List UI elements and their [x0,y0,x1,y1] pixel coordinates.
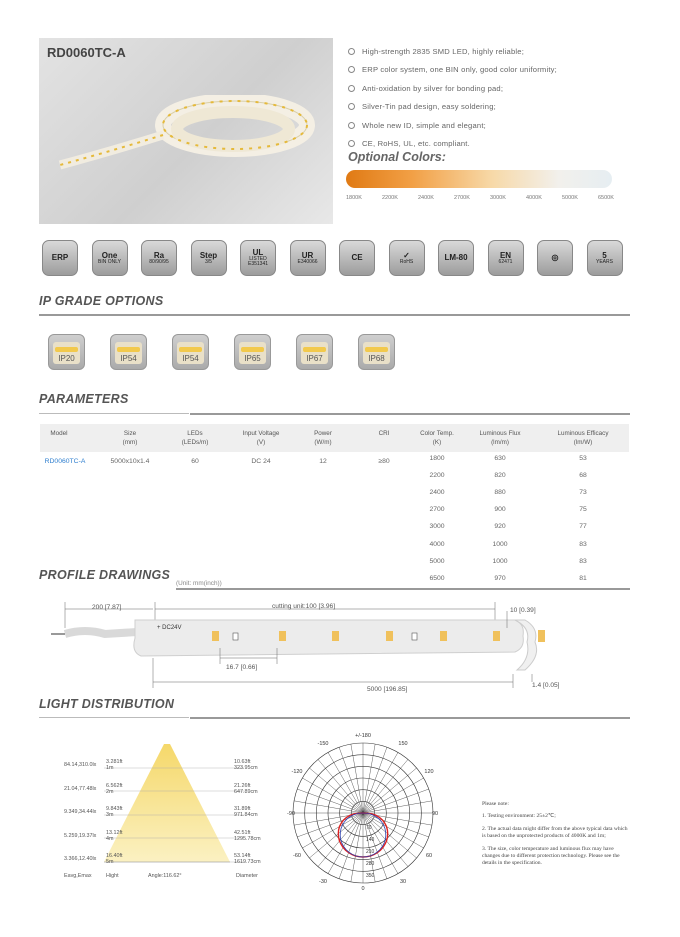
width-dimension: 10 [0.39] [510,607,536,614]
table-header [293,429,353,447]
cct-tick: 2400K [418,195,434,201]
param-temp: 3000 [429,523,445,531]
diameter-label [234,759,258,771]
diameter-label [234,830,261,842]
optional-colors-title: Optional Colors: [348,150,446,164]
table-header [407,429,467,447]
color-temperature-ticks [346,195,614,201]
ul-recognized-badge [290,240,326,276]
ip-label: IP65 [244,354,261,363]
param-temp: 6500 [429,574,445,582]
polar-angle-label: 0 [361,886,365,891]
badge-text: One [101,250,118,260]
polar-angle-label: -120 [291,769,303,775]
feature-item: CE, RoHS, UL, etc. compliant. [348,135,628,154]
diameter-label [234,853,261,865]
ip-label: IP54 [182,354,199,363]
diameter-cm: 323.95cm [234,765,258,772]
cct-tick: 6500K [598,195,614,201]
diameter-ft: 42.51ft [234,829,251,836]
badge-text: UR [301,250,314,260]
ip-section-title: IP GRADE OPTIONS [39,294,164,308]
ce-badge [339,240,375,276]
param-temp: 2200 [429,472,445,480]
param-flux: 880 [494,489,506,497]
header-line: Model [50,430,68,437]
section-divider [39,314,630,316]
model-title: RD0060TC-A [47,45,126,60]
warranty-badge [587,240,623,276]
param-flux: 920 [494,523,506,531]
badge-text: Step [199,250,218,260]
param-temp: 1800 [429,455,445,462]
param-leds: 60 [191,458,199,465]
param-power: 12 [319,458,327,465]
light-footer-label: Hight [106,873,119,879]
ul-listed-badge [240,240,276,276]
polar-ring-label: 210 [366,849,375,855]
badge-subtext: RoHS [399,258,414,265]
bullet-icon [348,48,355,55]
height-ft: 16.40ft [106,853,123,859]
bullet-icon [348,140,355,147]
height-label [106,783,123,795]
section-divider [176,588,630,590]
diameter-label [234,806,258,818]
badge-text: CE [351,253,363,262]
feature-item: Whole new ID, simple and elegant; [348,116,628,135]
feature-item: Anti-oxidation by silver for bonding pad; [348,79,628,98]
polar-ring-label: 70 [366,825,372,831]
header-unit: (V) [256,439,266,447]
param-flux: 820 [494,472,506,480]
ip-label: IP54 [120,354,137,363]
badge-text: ◎ [551,253,559,262]
certification-row [42,240,623,276]
polar-angle-label: +/-180 [355,733,371,739]
ip-label: IP67 [306,354,323,363]
header-unit: (LEDs/m) [181,439,209,447]
ip-strip-image [301,342,328,364]
param-flux: 970 [494,574,506,582]
note-item: 3. The size, color temperature and luminous flux may have changes due to different protection technology. Please see the details in the specification. [482,845,620,867]
light-footer-label: Diameter [236,873,258,879]
polar-angle-label: 60 [425,853,433,859]
erp-badge [42,240,78,276]
params-section-title: PARAMETERS [39,392,129,406]
feature-item: Silver-Tin pad design, easy soldering; [348,98,628,117]
lm80-badge [438,240,474,276]
polar-angle-label: -150 [317,741,329,747]
ip-label: IP68 [368,354,385,363]
param-size: 5000x10x1.4 [110,458,150,465]
badge-text: Ra [153,250,165,260]
badge-subtext: 62471 [498,258,513,265]
cct-tick: 5000K [562,195,578,201]
header-unit: (W/m) [314,439,332,447]
bullet-icon [348,85,355,92]
param-model: RD0060TC-A [44,458,86,465]
header-line: CRI [378,430,390,437]
light-section-title: LIGHT DISTRIBUTION [39,697,175,711]
cct-tick: 2700K [454,195,470,201]
badge-text: LM-80 [444,253,468,262]
ip-strip-image [53,342,80,364]
polar-angle-label: 90 [431,811,439,817]
color-temperature-bar [346,170,612,188]
height-m: 1m [106,765,114,772]
polar-ring-label: 350 [366,873,375,879]
polar-ring-label: 140 [366,837,375,843]
polar-ring-label: 280 [366,861,375,867]
cutting-unit-dimension: cutting unit:100 [3.96] [272,603,336,610]
illuminance-label: 3.366,12.40lx [64,856,97,862]
table-header [470,429,530,447]
note-block [482,801,632,873]
height-ft: 6.562ft [106,782,123,789]
param-eff: 83 [579,557,587,565]
height-ft: 3.281ft [106,759,123,765]
illuminance-label: 84.14,310.0lx [64,762,97,768]
note-item: 1. Testing environment: 25±2℃; [482,813,556,820]
polar-angle-label: -90 [287,811,295,817]
note-item: 2. The actual data might differ from the above typical data which is based on the unprotected products of 4000K and 1m; [482,825,628,840]
param-eff: 81 [579,574,587,582]
illuminance-label: 5.259,19.37lx [64,832,97,839]
one-bin-badge [92,240,128,276]
header-line: Size [123,430,137,437]
rohs-badge [389,240,425,276]
diameter-ft: 10.63ft [234,759,251,765]
feature-list [348,42,628,153]
illuminance-label: 9.349,34.44lx [64,809,97,815]
ip-strip-image [363,342,390,364]
diameter-cm: 647.89cm [234,788,258,795]
led-reel-image [55,95,315,205]
height-label [106,759,123,771]
ip-badge [234,334,271,370]
led-strip-icon [241,347,264,352]
section-divider [39,717,189,718]
param-temp: 4000 [429,540,445,548]
polar-angle-label: -30 [319,879,327,885]
param-flux: 900 [494,506,506,514]
diameter-label [234,783,258,795]
dc-label: + DC24V [157,625,182,631]
led-strip-icon [55,347,78,352]
param-voltage: DC 24 [251,458,271,465]
param-eff: 68 [579,472,587,480]
led-strip-icon [117,347,140,352]
illuminance-label: 21.04,77.48lx [64,785,97,792]
en62471-badge [488,240,524,276]
thickness-dimension: 1.4 [0.05] [532,682,560,689]
ip-badge [110,334,147,370]
feature-item: ERP color system, one BIN only, good color uniformity; [348,61,628,80]
height-m: 3m [106,812,114,819]
param-temp: 2700 [429,506,445,514]
ip-strip-image [239,342,266,364]
bullet-icon [348,103,355,110]
unit-note: (Unit: mm(inch)) [176,580,222,587]
cct-tick: 4000K [526,195,542,201]
feature-item: High-strength 2835 SMD LED, highly reliable; [348,42,628,61]
ip-badge [296,334,333,370]
badge-text: ✓ [403,250,410,260]
table-header [29,429,89,438]
height-m: 5m [106,859,114,866]
ip-badge [48,334,85,370]
table-header [100,429,160,447]
header-unit: (lm/m) [491,439,509,447]
diameter-ft: 21.26ft [234,782,251,789]
ip-badge [172,334,209,370]
led-strip-icon [365,347,388,352]
light-footer-label: Angle:116.62° [148,873,182,879]
bullet-icon [348,66,355,73]
length-dimension: 5000 [196.85] [367,686,408,693]
light-footer-label: Eavg,Emax [64,873,92,879]
section-divider [190,717,630,719]
diameter-cm: 1295.78cm [234,835,261,842]
height-label [106,853,123,865]
height-ft: 13.12ft [106,829,123,836]
step-badge [191,240,227,276]
diameter-cm: 1619.73cm [234,859,261,866]
param-temp: 2400 [429,489,445,497]
pitch-dimension: 16.7 [0.66] [226,664,258,671]
table-header [354,429,414,438]
ip-strip-image [115,342,142,364]
polar-angle-label: -60 [293,853,301,859]
ip-grade-row [48,334,395,370]
header-line: LEDs [187,430,203,437]
param-cri: ≥80 [378,458,390,465]
polar-angle-label: 120 [424,769,434,775]
polar-angle-label: 30 [399,879,407,885]
header-unit: (lm/W) [573,439,593,447]
section-divider [39,413,189,414]
header-unit: (K) [432,439,442,447]
header-line: Luminous Efficacy [557,430,609,437]
param-eff: 53 [579,455,587,462]
param-eff: 77 [579,523,587,531]
badge-text: EN [499,250,512,260]
led-strip-icon [303,347,326,352]
param-flux: 1000 [492,540,508,548]
table-header [553,429,613,447]
cct-tick: 3000K [490,195,506,201]
ip-badge [358,334,395,370]
header-line: Power [314,430,332,437]
param-flux: 1000 [492,557,508,565]
badge-subtext: YEARS [596,258,613,265]
ip-label: IP20 [58,354,75,363]
badge-subtext: LISTED E351341 [247,256,269,267]
badge-subtext: E340066 [297,258,318,265]
header-line: Color Temp. [420,430,454,437]
ip-strip-image [177,342,204,364]
header-line: Input Voltage [242,430,280,437]
header-line: Luminous Flux [479,430,521,437]
param-eff: 83 [579,540,587,548]
note-title: Please note: [482,801,509,807]
badge-subtext: BIN ONLY [98,258,121,265]
polar-diagram [283,733,451,891]
badge-subtext: 80/90/95 [149,258,169,265]
badge-subtext: 3/5 [205,258,212,265]
badge-text: ERP [51,253,69,262]
table-header [231,429,291,447]
param-flux: 630 [494,455,506,462]
section-divider [190,413,630,415]
badge-text: 5 [602,250,607,260]
header-unit: (mm) [122,439,138,447]
diameter-ft: 53.14ft [234,853,251,859]
diameter-ft: 31.89ft [234,806,251,812]
diameter-cm: 971.84cm [234,812,258,819]
bullet-icon [348,122,355,129]
ra-badge [141,240,177,276]
param-eff: 73 [579,489,587,497]
param-temp: 5000 [429,557,445,565]
profile-section-title: PROFILE DRAWINGS [39,568,171,582]
height-ft: 9.843ft [106,806,123,812]
cct-tick: 1800K [346,195,362,201]
height-m: 4m [106,835,114,842]
height-label [106,830,123,842]
polar-angle-label: 150 [398,741,408,747]
param-eff: 75 [579,506,587,514]
lead-dimension: 200 [7.87] [92,604,122,611]
badge-text: UL [252,248,264,257]
height-label [106,806,123,818]
height-m: 2m [106,788,114,795]
cct-tick: 2200K [382,195,398,201]
table-header [165,429,225,447]
flicker-badge [537,240,573,276]
led-strip-icon [179,347,202,352]
